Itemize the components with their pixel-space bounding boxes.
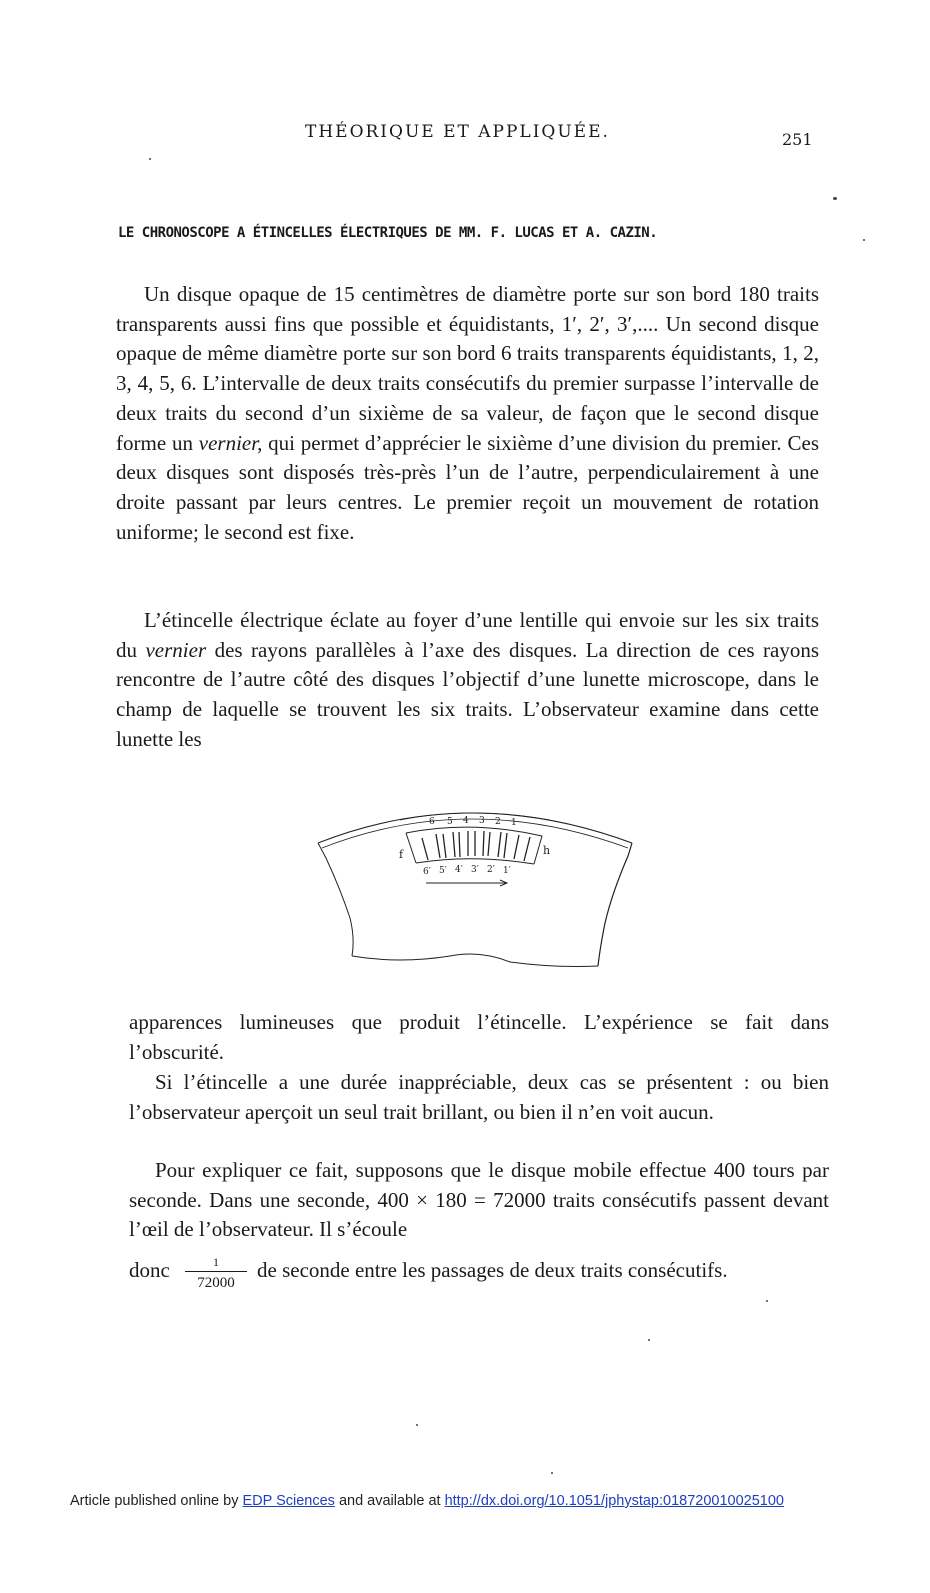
lower-label-1: 1′: [503, 866, 511, 876]
paragraph-1-emphasis: vernier,: [198, 430, 263, 455]
paragraph-3: apparences lumineuses que produit l’étincelle. L’expérience se fait dans l’obscurité.: [129, 1010, 829, 1064]
scan-speck: [863, 239, 865, 241]
paragraph-2: [116, 606, 819, 755]
scan-speck: [833, 197, 837, 200]
lower-label-2: 2′: [487, 865, 495, 875]
vernier-diagram: [310, 798, 640, 978]
fraction-line: [129, 1255, 849, 1305]
upper-label-1: 1: [511, 818, 517, 828]
footer-prefix: Article published online by: [70, 1493, 239, 1509]
vernier-figure: [310, 798, 640, 978]
footer-middle: and available at: [338, 1493, 441, 1509]
scan-speck: [149, 158, 151, 160]
upper-label-6: 6: [429, 817, 435, 827]
footer: [70, 1493, 784, 1509]
article-title: LE CHRONOSCOPE A ÉTINCELLES ÉLECTRIQUES DE MM. F. LUCAS ET A. CAZIN.: [118, 225, 658, 241]
running-head: [0, 122, 930, 152]
right-edge: [598, 843, 632, 966]
scan-speck: [551, 1472, 553, 1474]
paragraph-4: Si l’étincelle a une durée inappréciable, deux cas se présentent : ou bien l’observateur aperçoit un seul trait brillant, ou bien il n’en voit aucun.: [129, 1070, 829, 1124]
lower-label-4: 4′: [455, 865, 463, 875]
page-number: 251: [782, 130, 813, 149]
paragraph-2-emphasis: vernier: [145, 637, 207, 662]
upper-label-4: 4: [463, 816, 469, 826]
paragraph-2-text-b: des rayons parallèles à l’axe des disques. La direction de ces rayons rencontre de l’autre côté des disques l’objectif d’une lunette microscope, dans le champ de laquelle se trouvent les six traits. L’observateur examine dans cette lunette les: [116, 637, 820, 751]
paragraph-1-text-a: Un disque opaque de 15 centimètres de diamètre porte sur son bord 180 traits transparents aussi fins que possible et équidistants, 1′, 2′, 3′,.... Un second disque opaque de même diamètre porte sur son bord 6 traits transparents équidistants, 1, 2, 3, 4, 5, 6. L’intervalle de deux traits consécutifs du premier surpasse l’intervalle de deux traits du second d’un sixième de sa valeur, de façon que le second disque forme un: [116, 282, 819, 455]
scan-speck: [416, 1424, 418, 1426]
left-letter: f: [399, 848, 404, 861]
paragraph-5: Pour expliquer ce fait, supposons que le disque mobile effectue 400 tours par seconde. Dans une seconde, 400 × 180 = 72000 traits consécutifs passent devant l’œil de l’observateur. Il s’écoule: [129, 1158, 829, 1242]
running-title: THÉORIQUE ET APPLIQUÉE.: [305, 122, 610, 142]
vernier-window-right: [534, 836, 542, 864]
bottom-edge: [352, 954, 598, 967]
fraction-prefix: donc: [129, 1258, 170, 1282]
upper-label-3: 3: [479, 816, 485, 826]
right-letter: h: [543, 844, 551, 857]
doi-link[interactable]: http://dx.doi.org/10.1051/jphystap:018720010025100: [444, 1493, 784, 1509]
paragraph-2-text-a: L’étincelle électrique éclate au foyer d’une lentille qui envoie sur les six traits du: [116, 608, 819, 662]
vernier-window-bottom: [416, 859, 534, 864]
fraction: [181, 1255, 251, 1292]
vernier-strokes: [422, 831, 530, 861]
upper-label-2: 2: [495, 817, 501, 827]
fraction-numerator: 1: [213, 1255, 219, 1269]
scan-speck: [766, 1300, 768, 1302]
lower-label-5: 5′: [439, 866, 447, 876]
upper-label-5: 5: [447, 817, 453, 827]
scan-speck: [648, 1339, 650, 1341]
publisher-link[interactable]: EDP Sciences: [242, 1493, 335, 1509]
left-edge: [318, 843, 353, 956]
vernier-window-left: [406, 833, 416, 863]
fraction-bar: [185, 1271, 247, 1272]
lower-label-3: 3′: [471, 865, 479, 875]
paragraph-1-text-b: qui permet d’apprécier le sixième d’une division du premier. Ces deux disques sont disposés très-près l’un de l’autre, perpendiculairement à une droite passant par leurs centres. Le premier reçoit un mouvement de rotation uniforme; le second est fixe.: [116, 430, 819, 544]
fraction-denominator: 72000: [197, 1275, 235, 1291]
vernier-window-top: [406, 827, 542, 836]
lower-label-6: 6′: [423, 867, 431, 877]
paragraph-1: [116, 280, 819, 547]
fraction-suffix: de seconde entre les passages de deux traits consécutifs.: [257, 1258, 728, 1282]
